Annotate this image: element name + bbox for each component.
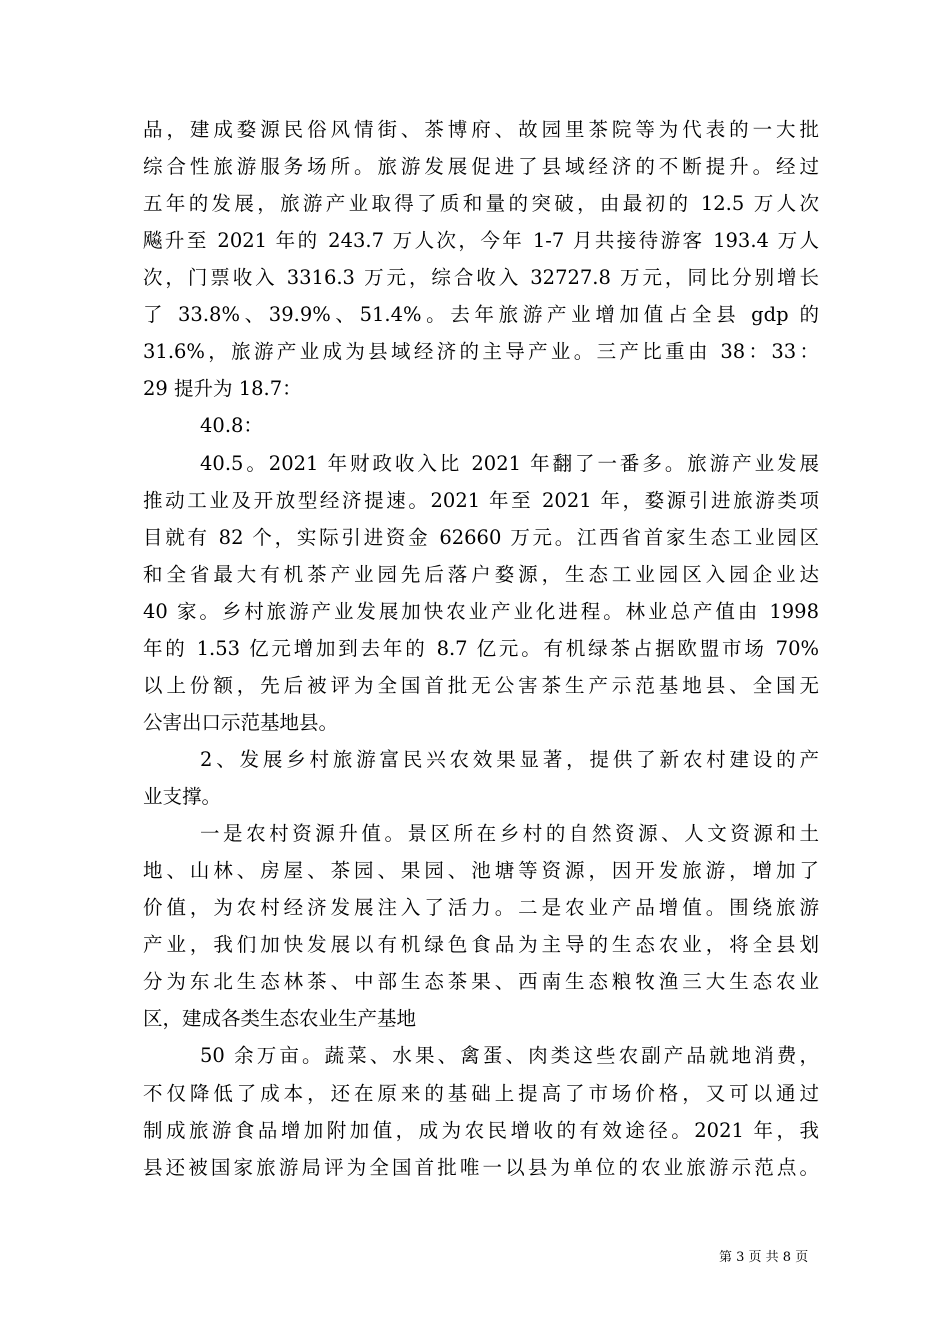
text-line: 分为东北生态林茶、中部生态茶果、西南生态粮牧渔三大生态农业: [143, 970, 819, 993]
text-line: 地、山林、房屋、茶园、果园、池塘等资源，因开发旅游，增加了: [143, 859, 819, 882]
text-line: 公害出口示范基地县。: [143, 711, 339, 734]
text-line: 品，建成婺源民俗风情街、茶博府、故园里茶院等为代表的一大批: [143, 118, 819, 141]
text-line: 目就有 82 个，实际引进资金 62660 万元。江西省首家生态工业园区: [143, 526, 819, 549]
text-line: 一是农村资源升值。景区所在乡村的自然资源、人文资源和土: [200, 822, 819, 845]
text-line: 产业，我们加快发展以有机绿色食品为主导的生态农业，将全县划: [143, 933, 819, 956]
text-line: 价值，为农村经济发展注入了活力。二是农业产品增值。围绕旅游: [143, 896, 819, 919]
text-line: 五年的发展，旅游产业取得了质和量的突破，由最初的 12.5 万人次: [143, 192, 819, 215]
text-line: 40.8：: [200, 414, 263, 437]
text-line: 40.5。2021 年财政收入比 2021 年翻了一番多。旅游产业发展: [200, 452, 819, 475]
text-line: 业支撑。: [143, 785, 222, 808]
text-line: 推动工业及开放型经济提速。2021 年至 2021 年，婺源引进旅游类项: [143, 489, 819, 512]
text-line: 县还被国家旅游局评为全国首批唯一以县为单位的农业旅游示范点。: [143, 1156, 819, 1179]
text-line: 29 提升为 18.7：: [143, 377, 302, 400]
text-line: 31.6%，旅游产业成为县域经济的主导产业。三产比重由 38：33：: [143, 340, 819, 363]
text-line: 40 家。乡村旅游产业发展加快农业产业化进程。林业总产值由 1998: [143, 600, 819, 623]
text-line: 了 33.8%、39.9%、51.4%。去年旅游产业增加值占全县 gdp 的: [143, 303, 819, 326]
text-line: 综合性旅游服务场所。旅游发展促进了县域经济的不断提升。经过: [143, 155, 819, 178]
page-number: 第 3 页 共 8 页: [719, 1250, 809, 1265]
text-line: 2、发展乡村旅游富民兴农效果显著，提供了新农村建设的产: [200, 748, 819, 771]
text-line: 次，门票收入 3316.3 万元，综合收入 32727.8 万元，同比分别增长: [143, 266, 819, 289]
text-line: 50 余万亩。蔬菜、水果、禽蛋、肉类这些农副产品就地消费，: [200, 1044, 819, 1067]
text-line: 制成旅游食品增加附加值，成为农民增收的有效途径。2021 年，我: [143, 1119, 819, 1142]
text-line: 区，建成各类生态农业生产基地: [143, 1007, 417, 1030]
text-line: 以上份额，先后被评为全国首批无公害茶生产示范基地县、全国无: [143, 674, 819, 697]
text-line: 年的 1.53 亿元增加到去年的 8.7 亿元。有机绿茶占据欧盟市场 70%: [143, 637, 819, 660]
text-line: 飚升至 2021 年的 243.7 万人次，今年 1-7 月共接待游客 193.4 万人: [143, 229, 819, 252]
text-line: 和全省最大有机茶产业园先后落户婺源，生态工业园区入园企业达: [143, 563, 819, 586]
text-line: 不仅降低了成本，还在原来的基础上提高了市场价格，又可以通过: [143, 1082, 819, 1105]
